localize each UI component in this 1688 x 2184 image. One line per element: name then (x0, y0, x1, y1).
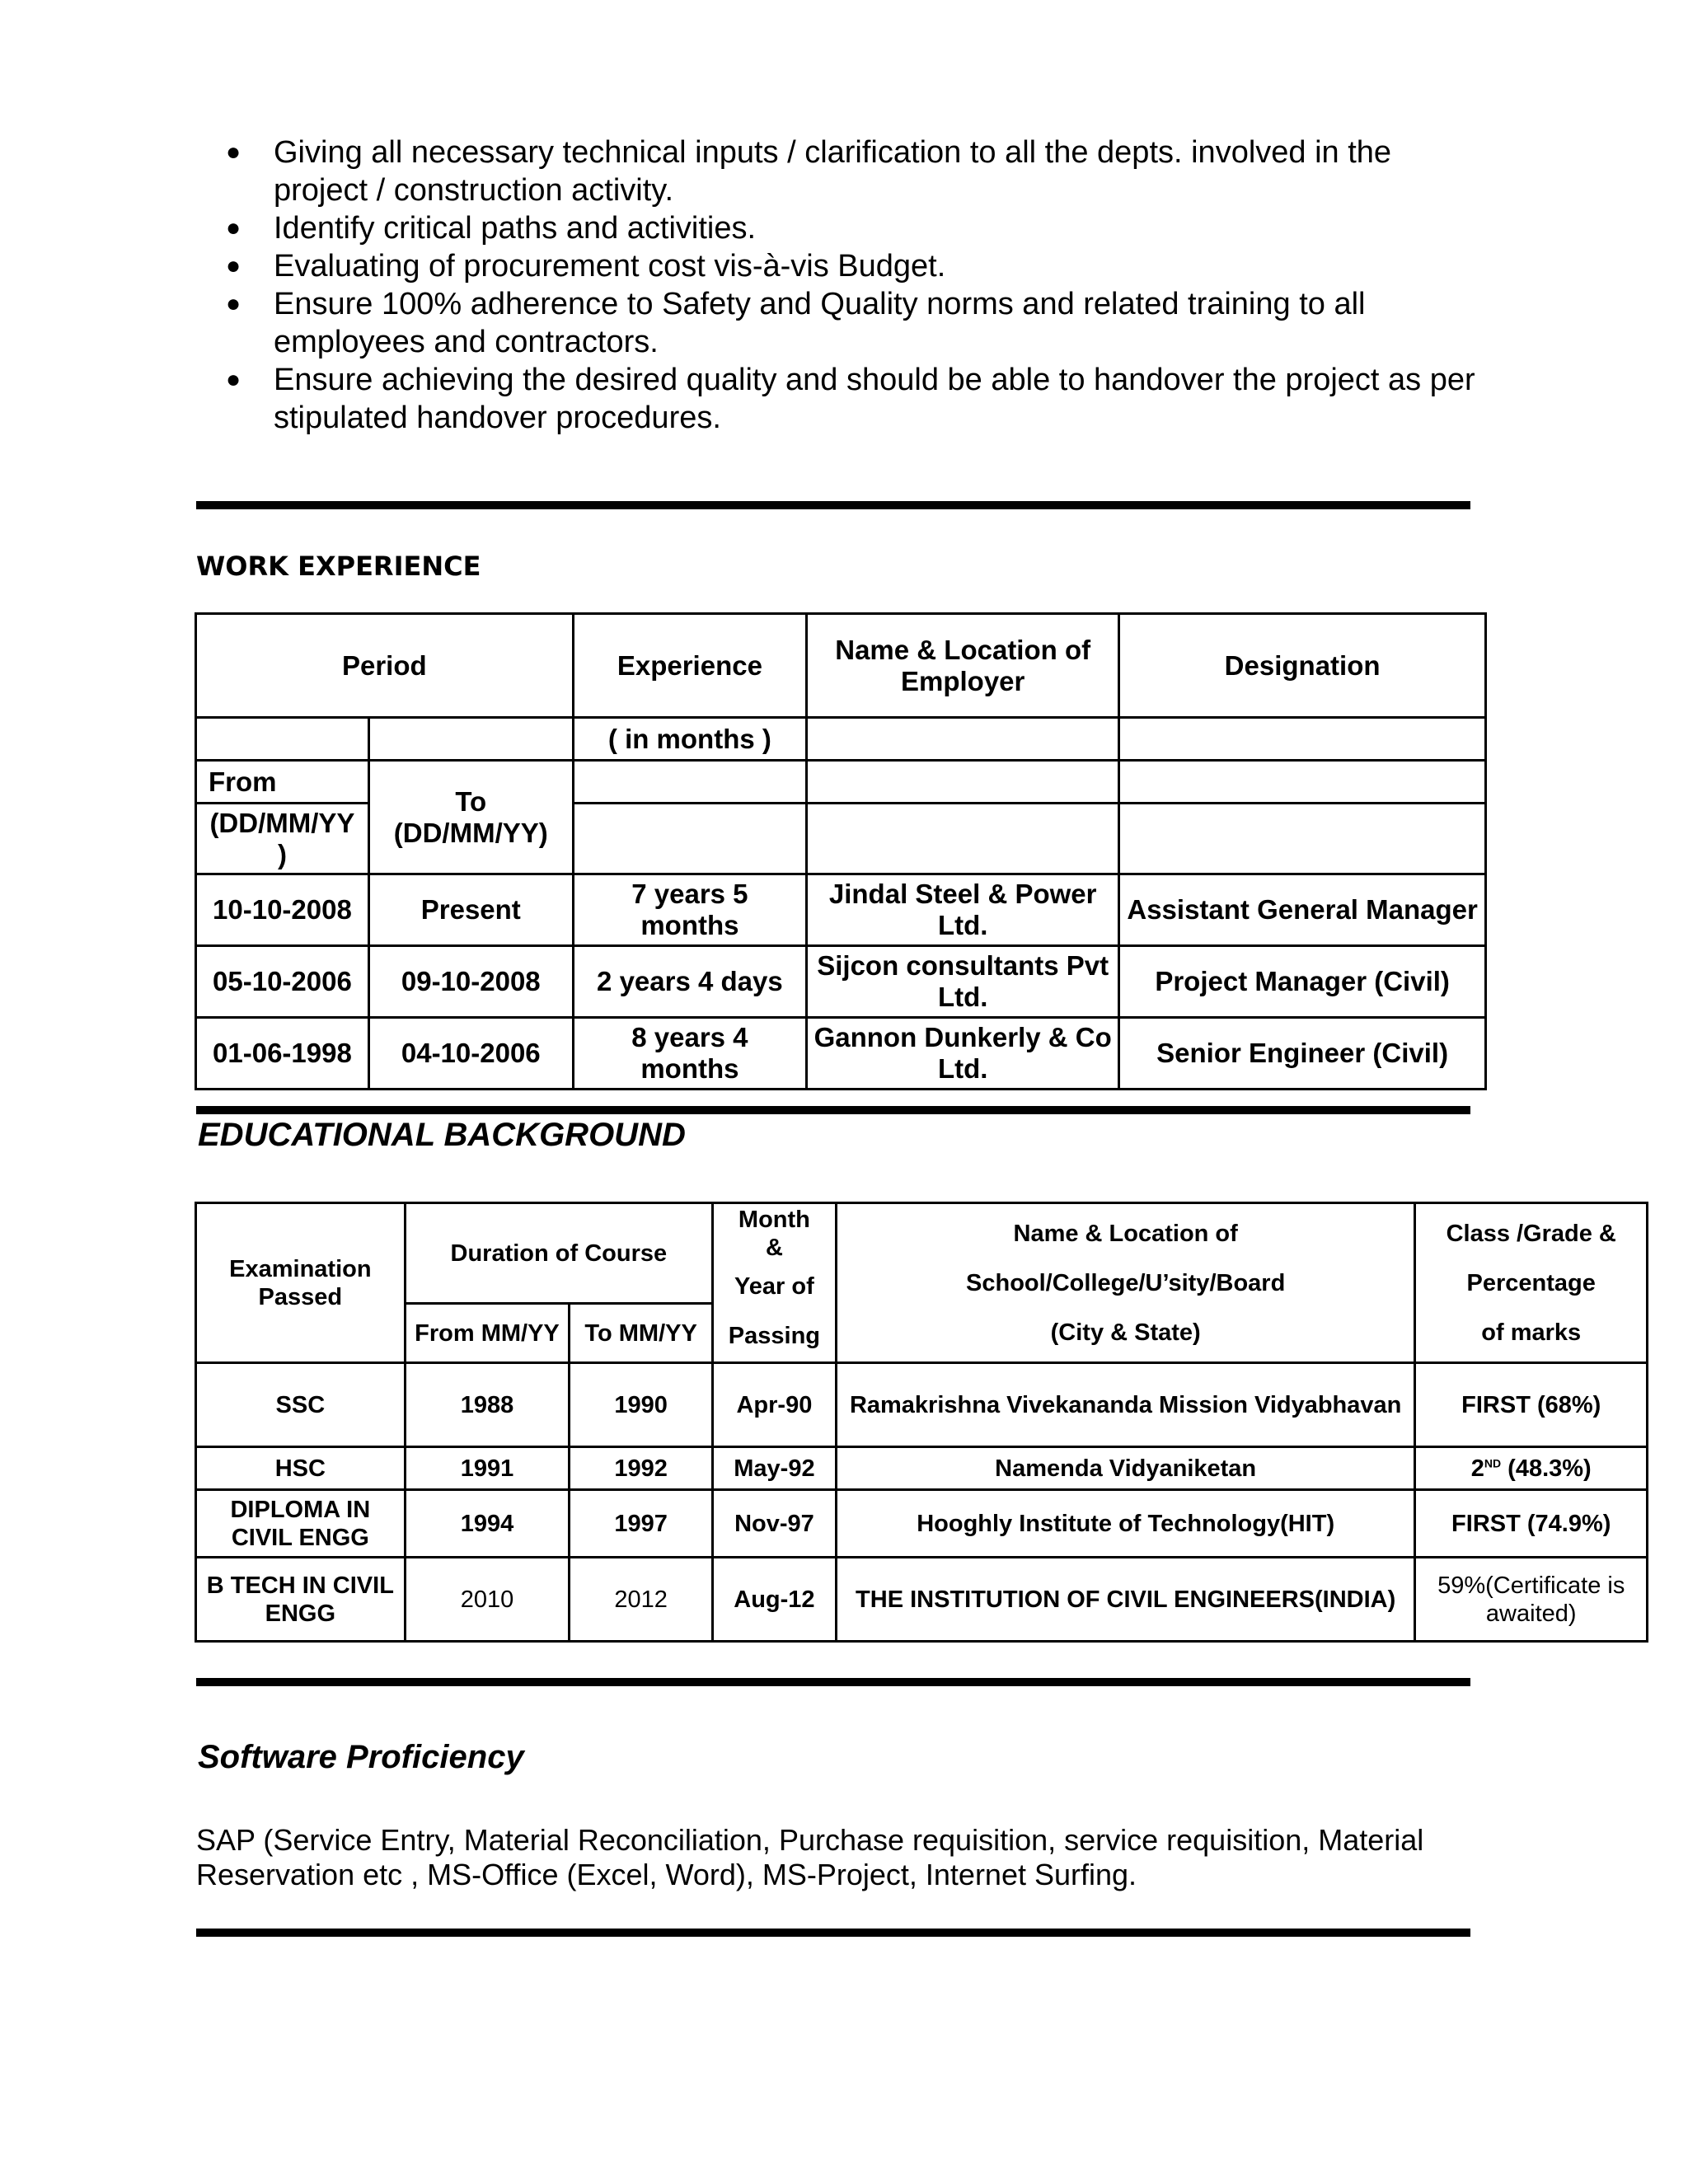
to-header: To MM/YY (570, 1304, 713, 1363)
bullet-icon: ● (226, 290, 241, 317)
list-item: ● Evaluating of procurement cost vis-à-vis Budget. (226, 249, 946, 284)
table-header-row (196, 1203, 1648, 1304)
from-header: From MM/YY (405, 1304, 570, 1363)
table-row: 10-10-2008 Present 7 years 5 months Jindal Steel & Power Ltd. Assistant General Manager (196, 874, 1486, 946)
exam-header: Examination Passed (196, 1203, 406, 1363)
grade-header: Class /Grade & Percentage of marks (1415, 1203, 1648, 1363)
period-header: Period (196, 614, 574, 718)
employer-header: Name & Location of Employer (807, 614, 1119, 718)
passing-header: Month & Year of Passing (712, 1203, 836, 1363)
education-table (195, 1202, 1648, 1643)
software-heading: Software Proficiency (198, 1739, 524, 1775)
list-item: ● Giving all necessary technical inputs / clarification to all the depts. involved in the project / construction activity. (226, 135, 1392, 208)
bullet-icon: ● (226, 252, 241, 279)
work-experience-table (195, 612, 1487, 1090)
divider (196, 1678, 1470, 1686)
table-row: B TECH IN CIVIL ENGG 2010 2012 Aug-12 THE INSTITUTION OF CIVIL ENGINEERS(INDIA) 59%(Certificate is awaited) (196, 1558, 1648, 1642)
education-heading: EDUCATIONAL BACKGROUND (198, 1117, 686, 1153)
bullet-icon: ● (226, 138, 241, 166)
to-header: To (DD/MM/YY) (368, 761, 573, 874)
table-row: SSC 1988 1990 Apr-90 Ramakrishna Vivekananda Mission Vidyabhavan FIRST (68%) (196, 1363, 1648, 1447)
divider (196, 1106, 1470, 1114)
school-header: Name & Location of School/College/U’sity/Board (City & State) (836, 1203, 1415, 1363)
software-text: SAP (Service Entry, Material Reconciliation, Purchase requisition, service requisition, Material Reservation etc , MS-Office (Excel, Word), MS-Project, Internet Surfing. (196, 1823, 1424, 1891)
table-row: 05-10-2006 09-10-2008 2 years 4 days Sijcon consultants Pvt Ltd. Project Manager (Civil) (196, 946, 1486, 1018)
divider (196, 1929, 1470, 1937)
table-header-row (196, 614, 1486, 718)
from-header: From (196, 761, 369, 804)
bullet-icon: ● (226, 214, 241, 241)
grade-cell: 2ND (48.3%) (1415, 1447, 1648, 1490)
work-experience-heading: WORK EXPERIENCE (196, 551, 481, 582)
responsibility-list (226, 134, 1485, 437)
divider (196, 501, 1470, 509)
table-header-row (196, 718, 1486, 761)
in-months-label: ( in months ) (573, 718, 807, 761)
experience-header: Experience (573, 614, 807, 718)
table-row: DIPLOMA IN CIVIL ENGG 1994 1997 Nov-97 Hooghly Institute of Technology(HIT) FIRST (74.9%) (196, 1490, 1648, 1558)
list-item: ● Ensure 100% adherence to Safety and Quality norms and related training to all employees and contractors. (226, 287, 1366, 359)
from-format-header: (DD/MM/YY ) (196, 804, 369, 874)
table-row: 01-06-1998 04-10-2006 8 years 4 months Gannon Dunkerly & Co Ltd. Senior Engineer (Civil) (196, 1018, 1486, 1090)
designation-header: Designation (1119, 614, 1486, 718)
table-header-row (196, 761, 1486, 804)
list-item: ● Ensure achieving the desired quality and should be able to handover the project as per stipulated handover procedures. (226, 363, 1475, 435)
table-row: HSC 1991 1992 May-92 Namenda Vidyaniketan 2ND (48.3%) (196, 1447, 1648, 1490)
list-item: ● Identify critical paths and activities. (226, 211, 757, 246)
duration-header: Duration of Course (405, 1203, 712, 1304)
bullet-icon: ● (226, 366, 241, 393)
